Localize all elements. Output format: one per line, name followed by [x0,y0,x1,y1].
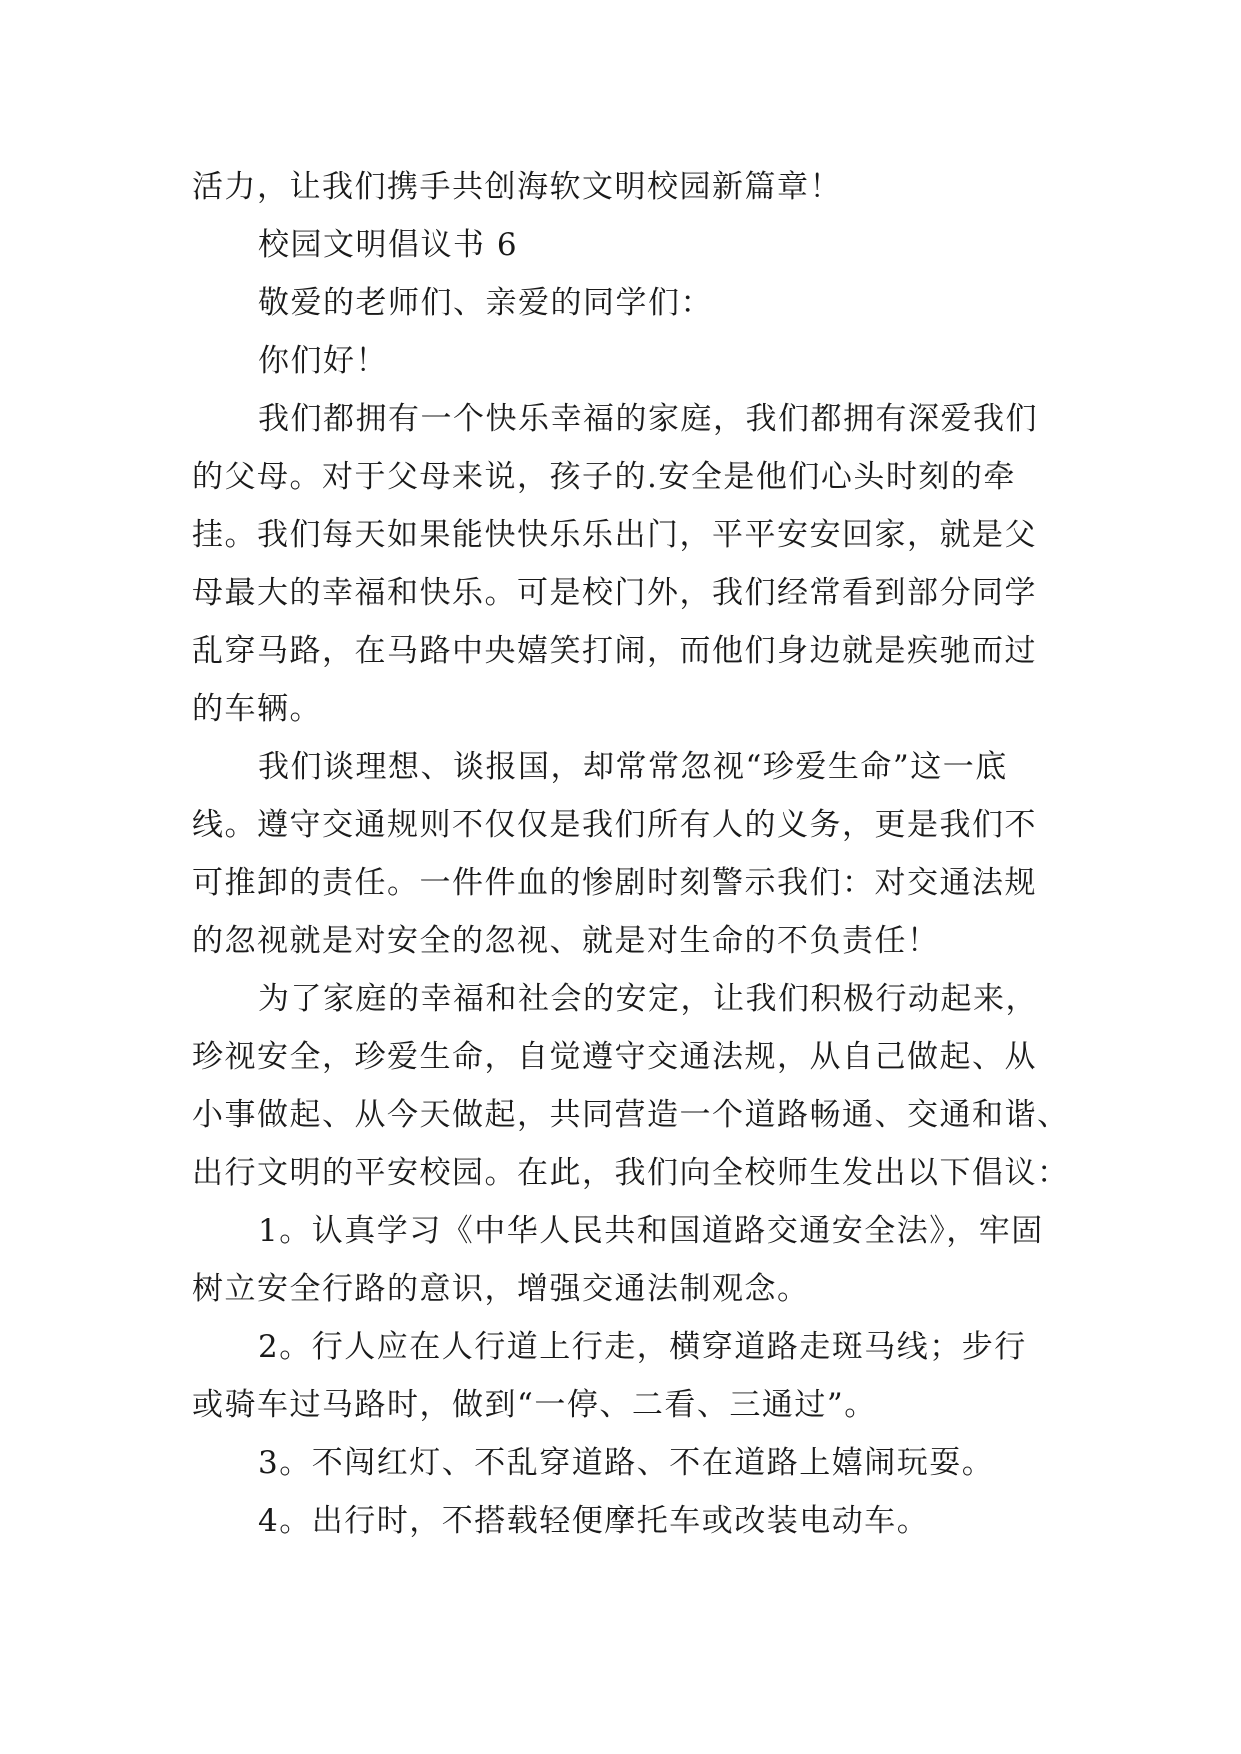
text-line: 为了家庭的幸福和社会的安定，让我们积极行动起来， [258,981,1038,1017]
document-body [192,158,1070,1550]
text-line: 校园文明倡议书 6 [258,227,519,263]
text-line: 挂。我们每天如果能快快乐乐出门，平平安安回家，就是父 [192,517,1037,553]
text-line: 的车辆。 [192,691,322,727]
text-line: 2。行人应在人行道上行走，横穿道路走斑马线；步行 [258,1329,1027,1365]
text-line: 出行文明的平安校园。在此，我们向全校师生发出以下倡议： [192,1155,1070,1191]
text-line: 4。出行时，不搭载轻便摩托车或改装电动车。 [258,1503,930,1539]
text-line: 母最大的幸福和快乐。可是校门外，我们经常看到部分同学 [192,575,1037,611]
text-line: 树立安全行路的意识，增强交通法制观念。 [192,1271,810,1307]
text-line: 或骑车过马路时，做到“一停、二看、三通过”。 [192,1387,877,1423]
text-line: 活力，让我们携手共创海软文明校园新篇章！ [192,169,842,205]
text-line: 我们都拥有一个快乐幸福的家庭，我们都拥有深爱我们 [258,401,1038,437]
text-line: 3。不闯红灯、不乱穿道路、不在道路上嬉闹玩耍。 [258,1445,995,1481]
text-line: 我们谈理想、谈报国，却常常忽视“珍爱生命”这一底 [258,749,1008,785]
text-line: 你们好！ [258,343,388,379]
text-line: 的父母。对于父母来说，孩子的.安全是他们心头时刻的牵 [192,459,1016,495]
text-line: 乱穿马路，在马路中央嬉笑打闹，而他们身边就是疾驰而过 [192,633,1037,669]
text-line: 的忽视就是对安全的忽视、就是对生命的不负责任！ [192,923,940,959]
text-line: 敬爱的老师们、亲爱的同学们： [258,285,713,321]
text-line: 珍视安全，珍爱生命，自觉遵守交通法规，从自己做起、从 [192,1039,1037,1075]
text-line: 可推卸的责任。一件件血的惨剧时刻警示我们：对交通法规 [192,865,1037,901]
text-line: 线。遵守交通规则不仅仅是我们所有人的义务，更是我们不 [192,807,1037,843]
text-line: 小事做起、从今天做起，共同营造一个道路畅通、交通和谐、 [192,1097,1070,1133]
text-line: 1。认真学习《中华人民共和国道路交通安全法》，牢固 [258,1213,1044,1249]
